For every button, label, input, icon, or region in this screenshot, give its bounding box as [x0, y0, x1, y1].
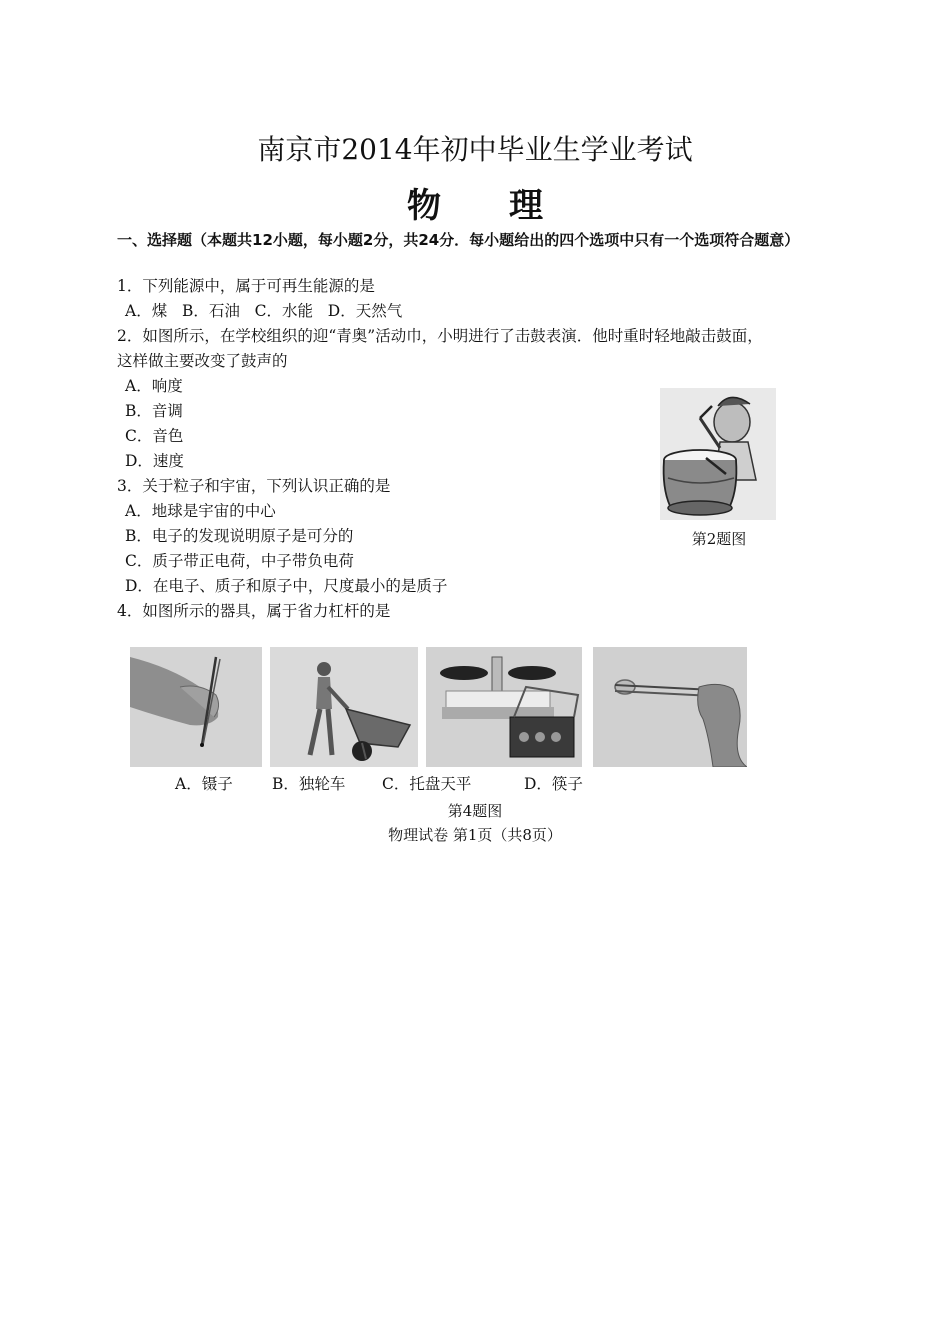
q4-label-b: B．独轮车 — [272, 775, 346, 793]
q4-stem: 4．如图所示的器具，属于省力杠杆的是 — [117, 602, 391, 620]
q4-label-c: C．托盘天平 — [382, 775, 472, 793]
q3-option-d: D．在电子、质子和原子中，尺度最小的是质子 — [125, 577, 448, 595]
q2-option-c: C．音色 — [125, 427, 184, 445]
q3-option-b: B．电子的发现说明原子是可分的 — [125, 527, 354, 545]
q2-option-d: D．速度 — [125, 452, 184, 470]
q2-option-a: A．响度 — [125, 377, 183, 395]
wheelbarrow-photo — [270, 647, 418, 767]
q3-option-a: A．地球是宇宙的中心 — [125, 502, 276, 520]
subject-char-1: 物 — [407, 186, 441, 226]
q4-figure-caption: 第4题图 — [447, 802, 503, 820]
tweezers-photo — [130, 647, 262, 767]
drum-figure — [660, 388, 776, 520]
q2-figure-caption: 第2题图 — [691, 530, 747, 548]
exam-title: 南京市2014年初中毕业生学业考试 — [257, 133, 693, 166]
page-footer: 物理试卷 第1页（共8页） — [388, 826, 562, 844]
q2-stem-line2: 这样做主要改变了鼓声的 — [117, 352, 288, 370]
chopsticks-photo — [593, 647, 747, 767]
q4-label-a: A．镊子 — [175, 775, 233, 793]
q4-label-d: D．筷子 — [524, 775, 583, 793]
q1-options: A．煤 B．石油 C．水能 D．天然气 — [125, 302, 403, 320]
q2-option-b: B．音调 — [125, 402, 183, 420]
subject-title — [0, 178, 950, 227]
balance-photo — [426, 647, 582, 767]
q3-option-c: C．质子带正电荷，中子带负电荷 — [125, 552, 354, 570]
q2-stem-line1: 2．如图所示，在学校组织的迎“青奥”活动巾，小明进行了击鼓表演．他时重时轻地敲击鼓面， — [117, 327, 763, 345]
q3-stem: 3．关于粒子和宇宙，下列认识正确的是 — [117, 477, 391, 495]
subject-char-2: 理 — [509, 186, 543, 226]
section-heading: 一、选择题（本题共12小题，每小题2分，共24分．每小题给出的四个选项中只有一个选项符合题意） — [117, 231, 800, 249]
q1-stem: 1．下列能源中，属于可再生能源的是 — [117, 277, 375, 295]
